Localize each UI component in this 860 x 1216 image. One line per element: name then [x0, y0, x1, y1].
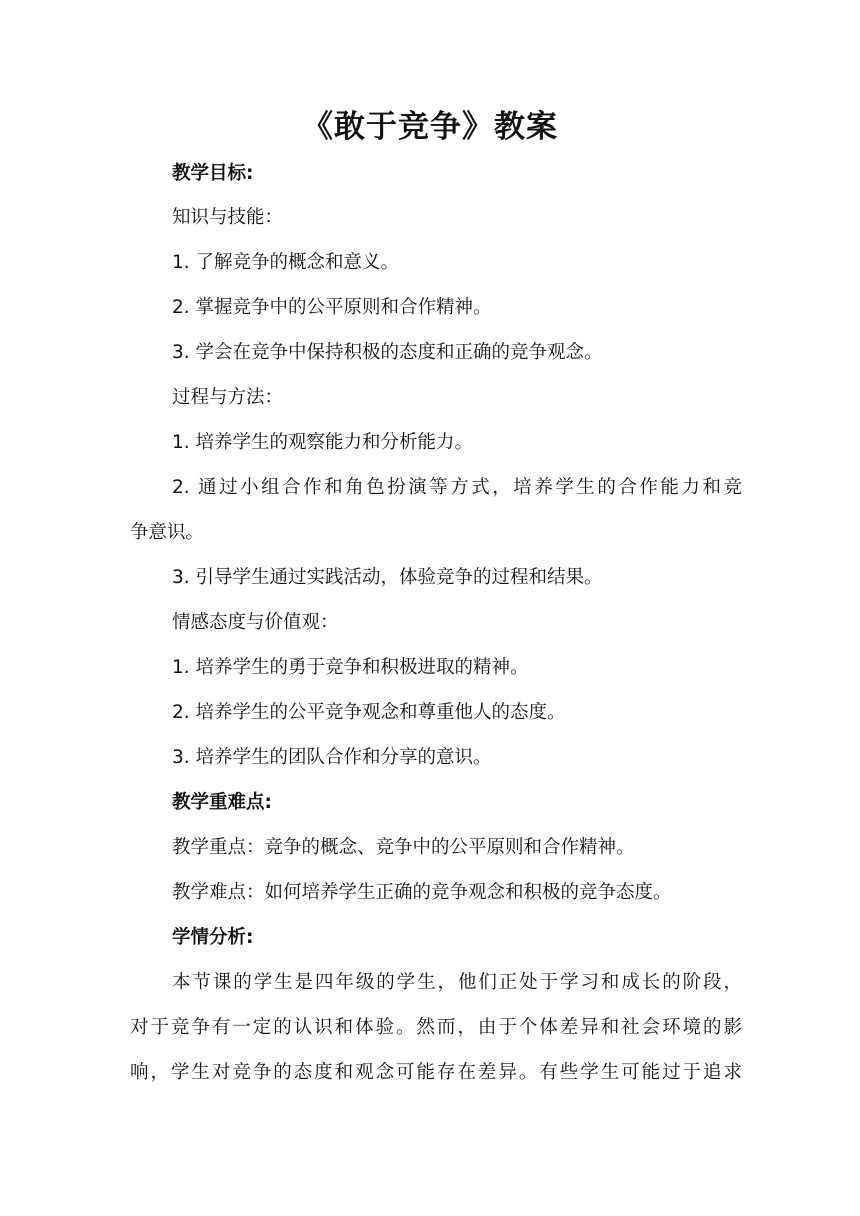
process-heading: 过程与方法： [172, 387, 284, 408]
objectives-heading: 教学目标: [172, 163, 254, 184]
analysis-heading: 学情分析: [172, 927, 254, 948]
analysis-line-1: 本节课的学生是四年级的学生，他们正处于学习和成长的阶段， [172, 972, 742, 993]
emotion-item-3: 3. 培养学生的团队合作和分享的意识。 [172, 747, 492, 768]
knowledge-item-2: 2. 掌握竞争中的公平原则和合作精神。 [172, 297, 492, 318]
difficult-point: 教学难点：如何培养学生正确的竞争观念和积极的竞争态度。 [172, 882, 672, 903]
emotion-item-1: 1. 培养学生的勇于竞争和积极进取的精神。 [172, 657, 529, 678]
document-title: 《敢于竞争》教案 [302, 109, 558, 145]
knowledge-heading: 知识与技能： [172, 207, 284, 228]
knowledge-item-1: 1. 了解竞争的概念和意义。 [172, 252, 400, 273]
process-item-3: 3. 引导学生通过实践活动，体验竞争的过程和结果。 [172, 567, 603, 588]
process-item-1: 1. 培养学生的观察能力和分析能力。 [172, 432, 474, 453]
process-item-2: 2. 通过小组合作和角色扮演等方式，培养学生的合作能力和竞 [172, 477, 742, 498]
analysis-line-2: 对于竞争有一定的认识和体验。然而，由于个体差异和社会环境的影 [130, 1017, 742, 1038]
knowledge-item-3: 3. 学会在竞争中保持积极的态度和正确的竞争观念。 [172, 342, 603, 363]
analysis-line-3: 响，学生对竞争的态度和观念可能存在差异。有些学生可能过于追求 [130, 1062, 742, 1083]
process-item-2-continued: 争意识。 [130, 522, 205, 543]
emotion-item-2: 2. 培养学生的公平竞争观念和尊重他人的态度。 [172, 702, 566, 723]
key-points-heading: 教学重难点: [172, 792, 272, 813]
emotion-heading: 情感态度与价值观： [172, 612, 339, 633]
key-point: 教学重点：竞争的概念、竞争中的公平原则和合作精神。 [172, 837, 635, 858]
